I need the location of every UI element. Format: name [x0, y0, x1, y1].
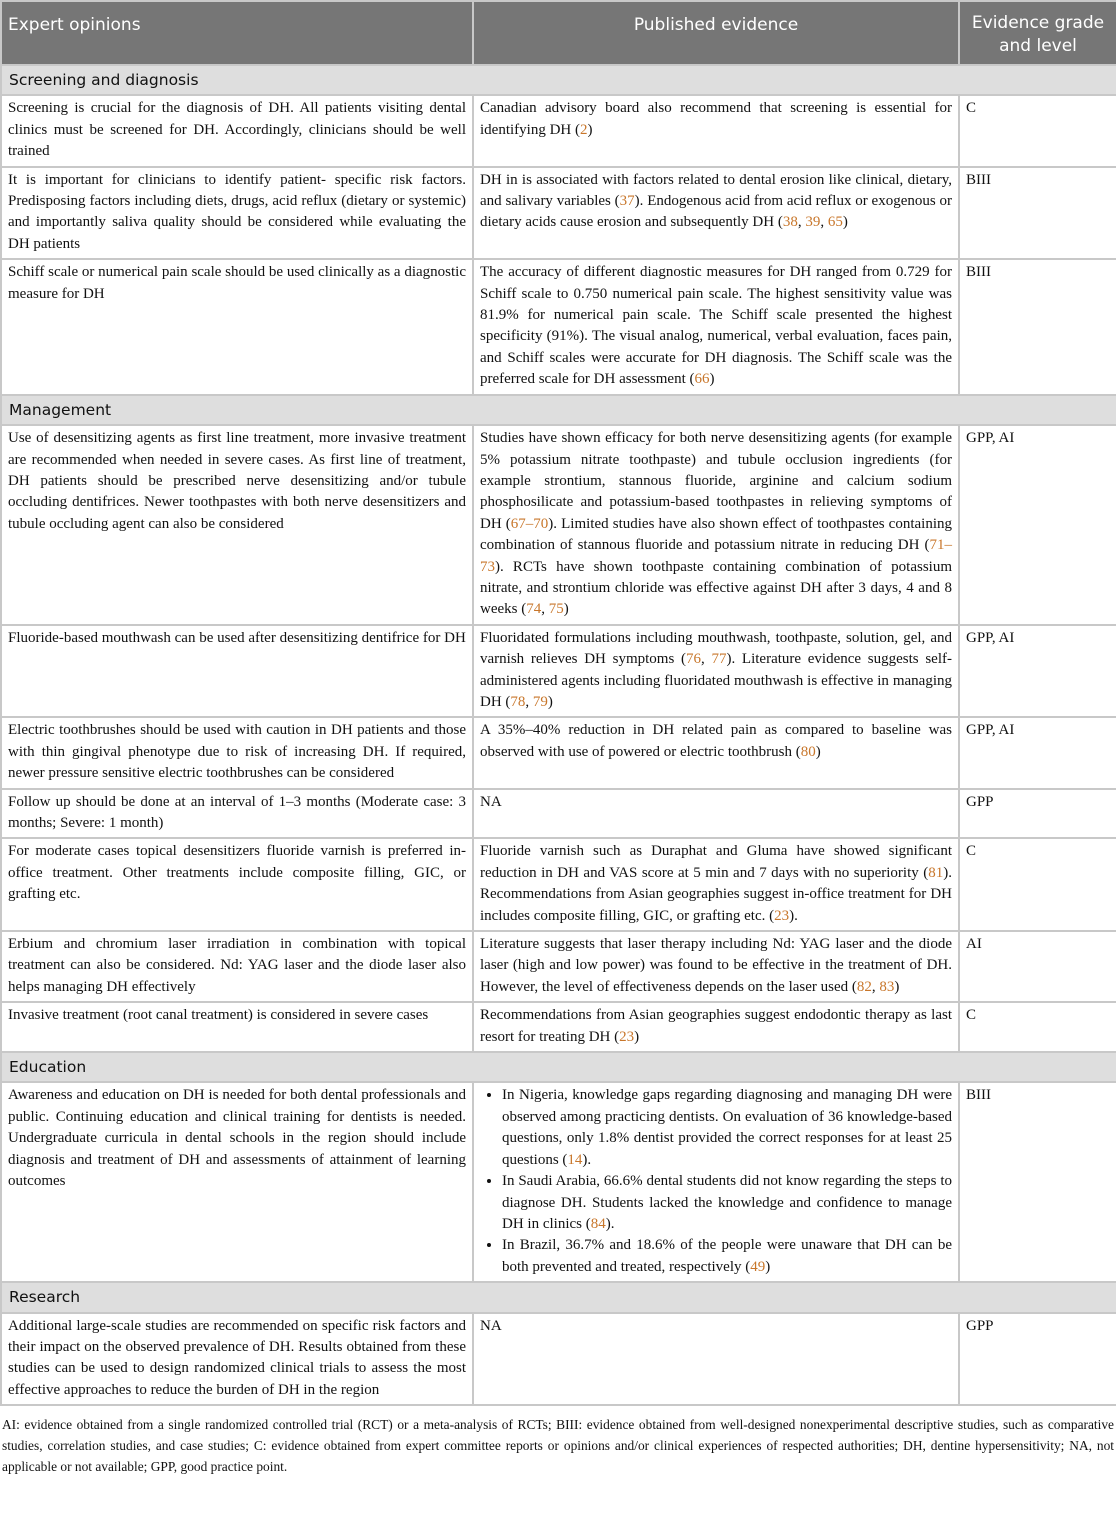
evidence-grade-cell: BIII [959, 167, 1116, 260]
citation-link[interactable]: 76 [686, 651, 701, 668]
table-footnote: AI: evidence obtained from a single randomized controlled trial (RCT) or a meta-analysis of RCTs; BIII: evidence obtained from well-designed nonexperimental descriptive studies, such as comparative studies, correlation studies, and case studies; C: evidence obtained from expert committee reports or opinions and/or clinical experiences of respected authorities; DH, dentine hypersensitivity; NA, not applicable or not available; GPP, good practice point. [2, 1417, 1114, 1475]
evidence-text: , [797, 214, 806, 231]
evidence-text: NA [480, 1317, 502, 1334]
section-title: Education [1, 1052, 1116, 1082]
table-row [1, 1002, 1116, 1052]
table-row [1, 259, 1116, 394]
citation-link[interactable]: 65 [827, 214, 843, 231]
evidence-text: ). Limited studies have also shown effect of toothpastes containing combination of stannous fluoride and potassium nitrate in reducing DH ( [480, 515, 952, 554]
published-evidence-cell [473, 838, 959, 931]
published-evidence-cell [473, 95, 959, 166]
evidence-text: ) [894, 978, 900, 995]
published-evidence-cell [473, 1002, 959, 1052]
citation-link[interactable]: 49 [750, 1258, 766, 1275]
expert-opinion-cell: Invasive treatment (root canal treatment) is considered in severe cases [1, 1002, 473, 1052]
evidence-text: ). [605, 1215, 615, 1232]
evidence-grade-cell: C [959, 95, 1116, 166]
evidence-bullet-item [502, 1171, 952, 1235]
citation-link[interactable]: 66 [694, 371, 710, 388]
evidence-text: ). Recommendations from Asian geographies suggest in-office treatment for DH includes composite filling, GIC, or grafting etc. ( [480, 864, 952, 924]
citation-link[interactable]: 23 [619, 1028, 635, 1045]
citation-link[interactable]: 23 [774, 907, 790, 924]
evidence-text: In Saudi Arabia, 66.6% dental students did not know regarding the steps to diagnose DH. Students lacked the knowledge and confidence to manage DH in clinics ( [502, 1173, 952, 1232]
evidence-text: , [871, 978, 880, 995]
citation-link[interactable]: 37 [619, 193, 635, 210]
published-evidence-cell [473, 931, 959, 1002]
citation-link[interactable]: 38 [782, 214, 798, 231]
citation-link[interactable]: 77 [711, 651, 727, 668]
citation-link[interactable]: 79 [532, 693, 548, 710]
table-row [1, 1082, 1116, 1282]
evidence-text: DH in is associated with factors related to dental erosion like clinical, dietary, and salivary variables ( [480, 171, 952, 210]
expert-opinion-cell: Follow up should be done at an interval of 1–3 months (Moderate case: 3 months; Severe: 1 month) [1, 789, 473, 839]
citation-link[interactable]: 80 [800, 743, 816, 760]
evidence-text: ). RCTs have shown toothpaste containing combination of potassium nitrate, and strontium chloride was effective against DH after 3 days, 4 and 8 weeks ( [480, 558, 952, 618]
published-evidence-cell [473, 425, 959, 625]
evidence-text: Recommendations from Asian geographies suggest endodontic therapy as last resort for treating DH ( [480, 1007, 952, 1045]
evidence-grade-cell: GPP, AI [959, 717, 1116, 788]
evidence-text: ). [789, 907, 798, 924]
expert-opinion-cell: Erbium and chromium laser irradiation in combination with topical treatment can also be considered. Nd: YAG laser and the diode laser also helps managing DH effectively [1, 931, 473, 1002]
table-row [1, 931, 1116, 1002]
table-row [1, 95, 1116, 166]
citation-link[interactable]: 74 [526, 601, 542, 618]
evidence-text: In Brazil, 36.7% and 18.6% of the people were unaware that DH can be both prevented and treated, respectively ( [502, 1237, 952, 1275]
citation-link[interactable]: 82 [856, 978, 872, 995]
citation-link[interactable]: 84 [590, 1215, 606, 1232]
evidence-text: ). Literature evidence suggests self-administered agents including fluoridated mouthwash is effective in managing DH ( [480, 651, 952, 710]
published-evidence-cell [473, 167, 959, 260]
section-title: Management [1, 395, 1116, 425]
expert-opinion-cell: Additional large-scale studies are recommended on specific risk factors and their impact on the observed prevalence of DH. Results obtained from these studies can be used to design randomized clinical trials to assess the most effective approaches to reduce the burden of DH in the region [1, 1313, 473, 1406]
published-evidence-cell [473, 1082, 959, 1282]
published-evidence-cell [473, 625, 959, 718]
evidence-grade-cell: GPP [959, 1313, 1116, 1406]
section-title: Screening and diagnosis [1, 65, 1116, 95]
expert-opinion-cell: Electric toothbrushes should be used with caution in DH patients and those with thin gingival phenotype due to risk of increasing DH. If required, newer pressure sensitive electric toothbrushes can be considered [1, 717, 473, 788]
table-row [1, 838, 1116, 931]
citation-link[interactable]: 67–70 [510, 515, 549, 532]
evidence-grade-cell: BIII [959, 1082, 1116, 1282]
expert-opinion-cell: Use of desensitizing agents as first line treatment, more invasive treatment are recommended when needed in severe cases. As first line of treatment, DH patients should be prescribed nerve desensitizing and/or tubule occluding dentifrices. Newer toothpastes with both nerve desensitizers and tubule occluding agent can also be considered [1, 425, 473, 625]
evidence-text: ) [842, 214, 848, 231]
expert-opinion-cell: Screening is crucial for the diagnosis of DH. All patients visiting dental clinics must be screened for DH. Accordingly, clinicians should be well trained [1, 95, 473, 166]
table-row [1, 717, 1116, 788]
citation-link[interactable]: 71–73 [480, 537, 952, 575]
expert-opinion-cell: It is important for clinicians to identify patient- specific risk factors. Predisposing factors including diets, drugs, acid reflux (dietary or systemic) and importantly saliva quality should be considered while evaluating the DH patients [1, 167, 473, 260]
evidence-grade-cell: C [959, 838, 1116, 931]
evidence-text: Fluoride varnish such as Duraphat and Gluma have showed significant reduction in DH and VAS score at 5 min and 7 days with no superiority ( [480, 843, 952, 881]
citation-link[interactable]: 14 [567, 1151, 583, 1168]
evidence-text: The accuracy of different diagnostic measures for DH ranged from 0.729 for Schiff scale to 0.750 numerical pain scale. The highest sensitivity value was 81.9% for numerical pain scale. The Schiff scale presented the highest specificity (91%). The visual analog, numerical, verbal evaluation, faces pain, and Schiff scales were accurate for DH diagnosis. The Schiff scale was the preferred scale for DH assessment ( [480, 264, 952, 388]
evidence-text: ) [587, 121, 593, 138]
section-row [1, 1282, 1116, 1312]
published-evidence-cell [473, 259, 959, 394]
section-row [1, 65, 1116, 95]
citation-link[interactable]: 2 [579, 121, 588, 138]
table-row [1, 425, 1116, 625]
expert-opinion-cell: Fluoride-based mouthwash can be used after desensitizing dentifrice for DH [1, 625, 473, 718]
table-row [1, 167, 1116, 260]
citation-link[interactable]: 83 [879, 978, 895, 995]
evidence-grade-cell: GPP [959, 789, 1116, 839]
evidence-text: ) [634, 1028, 640, 1045]
evidence-grade-cell: C [959, 1002, 1116, 1052]
evidence-grade-cell: GPP, AI [959, 425, 1116, 625]
header-evidence-grade: Evidence grade and level [959, 1, 1116, 65]
table-row [1, 625, 1116, 718]
citation-link[interactable]: 75 [548, 601, 564, 618]
evidence-bullet-list [480, 1085, 952, 1278]
evidence-text: , [820, 214, 828, 231]
expert-opinion-cell: Awareness and education on DH is needed for both dental professionals and public. Continuing education and clinical training for dentists is needed. Undergraduate curricula in dental schools in the region should include diagnosis and treatment of DH and assessments of attainment of learning outcomes [1, 1082, 473, 1282]
expert-opinion-cell: Schiff scale or numerical pain scale should be used clinically as a diagnostic measure for DH [1, 259, 473, 394]
section-row [1, 1052, 1116, 1082]
evidence-text: Studies have shown efficacy for both nerve desensitizing agents (for example 5% potassium nitrate toothpaste) and tubule occlusion ingredients (for example strontium, stannous fluoride, arginine and calcium sodium phosphosilicate and potassium-based toothpastes in relieving symptoms of DH ( [480, 430, 952, 532]
evidence-text: , [541, 601, 549, 618]
evidence-grade-cell: BIII [959, 259, 1116, 394]
evidence-text: , [701, 651, 712, 668]
evidence-text: ) [709, 371, 715, 388]
expert-opinion-cell: For moderate cases topical desensitizers fluoride varnish is preferred in-office treatment. Other treatments include composite filling, GIC, or grafting etc. [1, 838, 473, 931]
evidence-text: A 35%–40% reduction in DH related pain as compared to baseline was observed with use of powered or electric toothbrush ( [480, 722, 952, 760]
evidence-text: Canadian advisory board also recommend that screening is essential for identifying DH ( [480, 100, 952, 138]
evidence-text: , [525, 693, 533, 710]
evidence-text: Literature suggests that laser therapy including Nd: YAG laser and the diode laser (high and low power) was found to be effective in the treatment of DH. However, the level of effectiveness depends on the laser used ( [480, 936, 952, 995]
citation-link[interactable]: 39 [805, 214, 821, 231]
published-evidence-cell [473, 1313, 959, 1406]
evidence-text: Fluoridated formulations including mouthwash, toothpaste, solution, gel, and varnish relieves DH symptoms ( [480, 629, 952, 668]
evidence-text: ). [582, 1151, 592, 1168]
evidence-text: NA [480, 793, 502, 810]
section-row [1, 395, 1116, 425]
evidence-text: ) [547, 693, 553, 710]
evidence-bullet-item [502, 1235, 952, 1278]
table-header-row [1, 1, 1116, 65]
table-body [1, 65, 1116, 1405]
evidence-grade-cell: AI [959, 931, 1116, 1002]
table-row [1, 1313, 1116, 1406]
published-evidence-cell [473, 789, 959, 839]
evidence-text: ) [815, 743, 821, 760]
evidence-text: ) [563, 601, 569, 618]
header-published-evidence: Published evidence [473, 1, 959, 65]
citation-link[interactable]: 78 [510, 693, 526, 710]
evidence-bullet-item [502, 1085, 952, 1171]
evidence-text: ) [765, 1258, 771, 1275]
evidence-text: ). Endogenous acid from acid reflux or exogenous or dietary acids cause erosion and subsequently DH ( [480, 193, 952, 231]
section-title: Research [1, 1282, 1116, 1312]
evidence-grade-cell: GPP, AI [959, 625, 1116, 718]
citation-link[interactable]: 81 [928, 864, 944, 881]
published-evidence-cell [473, 717, 959, 788]
evidence-text: In Nigeria, knowledge gaps regarding diagnosing and managing DH were observed among practicing dentists. On evaluation of 36 knowledge-based questions, only 1.8% dentist provided the correct responses for at least 25 questions ( [502, 1087, 952, 1168]
header-expert-opinions: Expert opinions [1, 1, 473, 65]
table-row [1, 789, 1116, 839]
